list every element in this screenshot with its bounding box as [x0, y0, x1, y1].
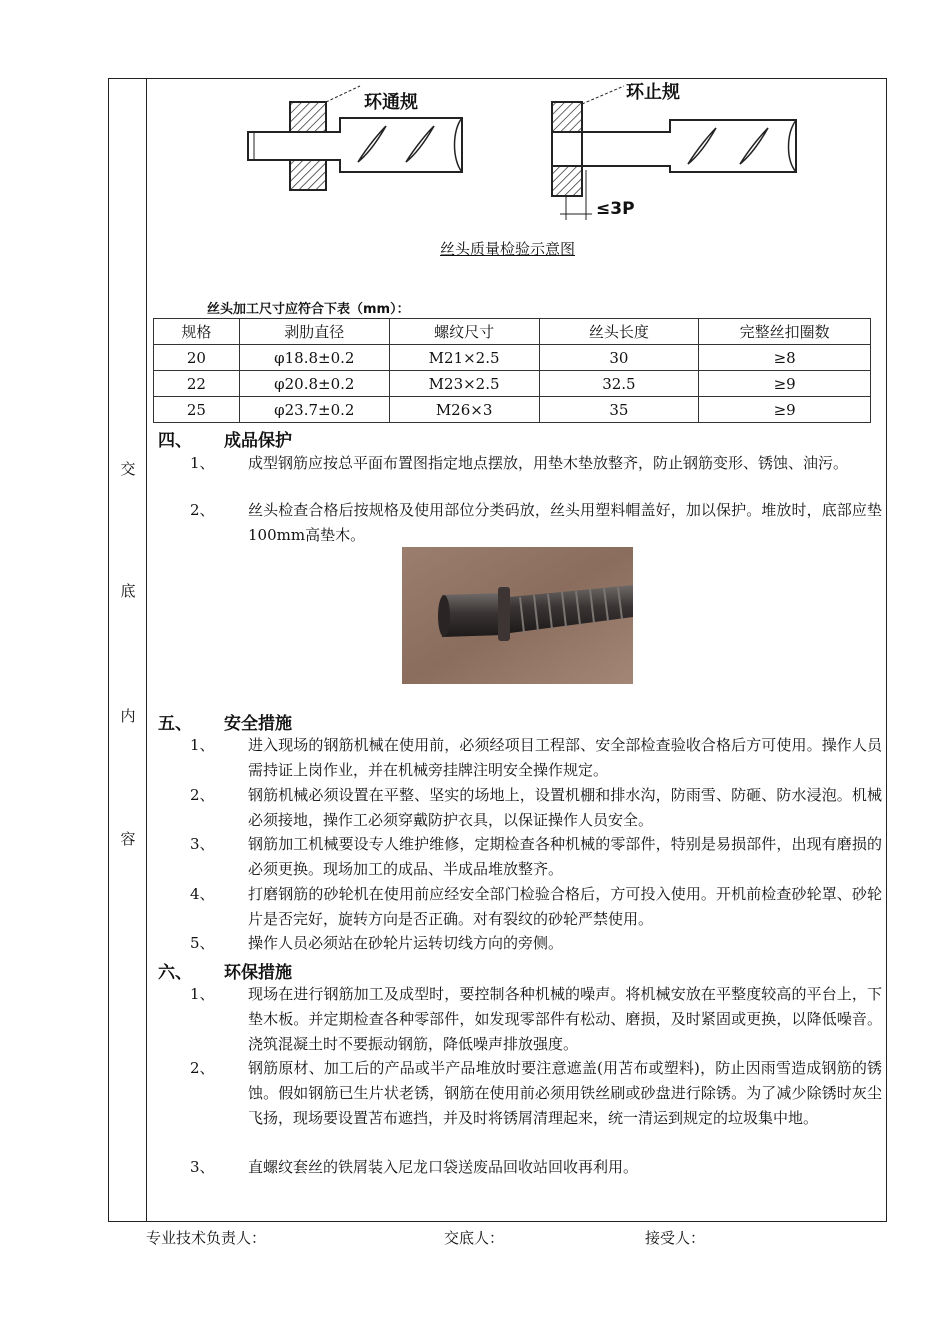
go-gauge-drawing — [248, 86, 462, 190]
item-text: 直螺纹套丝的铁屑装入尼龙口袋送废品回收站回收再利用。 — [248, 1158, 639, 1176]
section-heading — [158, 426, 292, 451]
table-cell: M26×3 — [389, 397, 539, 423]
table-cell: M23×2.5 — [389, 371, 539, 397]
list-item — [190, 498, 882, 548]
thread-gauge-diagram — [230, 80, 830, 230]
item-text: 钢筋原材、加工后的产品或半产品堆放时要注意遮盖(用苫布或塑料)，防止因雨雪造成钢筋的锈蚀。假如钢筋已生片状老锈，钢筋在使用前必须用铁丝刷或砂盘进行除锈。为了减少除锈时灰尘飞扬，现场要设置苫布遮挡，并及时将锈屑清理起来，统一清运到规定的垃圾集中地。 — [248, 1059, 882, 1127]
item-number: 3、 — [190, 1158, 215, 1176]
table-cell: φ20.8±0.2 — [239, 371, 389, 397]
item-text: 进入现场的钢筋机械在使用前，必须经项目工程部、安全部检查验收合格后方可使用。操作人员需持证上岗作业，并在机械旁挂牌注明安全操作规定。 — [248, 736, 882, 779]
pitch-note: ≤3P — [596, 199, 635, 219]
section-heading — [158, 958, 292, 983]
table-cell: φ18.8±0.2 — [239, 345, 389, 371]
nogo-gauge-drawing — [552, 86, 796, 220]
column-header: 丝头长度 — [539, 319, 699, 345]
item-number: 1、 — [190, 454, 215, 472]
list-item — [190, 1155, 882, 1180]
item-number: 3、 — [190, 835, 215, 853]
table-header-row — [154, 319, 871, 345]
section-heading — [158, 709, 292, 734]
side-label-char: 交 — [120, 460, 136, 478]
item-text: 操作人员必须站在砂轮片运转切线方向的旁侧。 — [248, 934, 564, 952]
table-row — [154, 397, 871, 423]
diagram-caption: 丝头质量检验示意图 — [440, 240, 576, 258]
column-header: 螺纹尺寸 — [389, 319, 539, 345]
discloser-signature-label: 交底人： — [444, 1229, 505, 1247]
section-title: 环保措施 — [224, 963, 292, 983]
item-text: 钢筋机械必须设置在平整、坚实的场地上，设置机棚和排水沟，防雨雪、防砸、防水浸泡。机械必须接地，操作工必须穿戴防护衣具，以保证操作人员安全。 — [248, 786, 882, 829]
column-header: 规格 — [154, 319, 240, 345]
column-header: 剥肋直径 — [239, 319, 389, 345]
item-text: 现场在进行钢筋加工及成型时，要控制各种机械的噪声。将机械安放在平整度较高的平台上，下垫木板。并定期检查各种零部件，如发现零部件有松动、磨损，及时紧固或更换，以降低噪音。浇筑混凝土时不要振动钢筋，降低噪声排放强度。 — [248, 985, 882, 1053]
table-cell: φ23.7±0.2 — [239, 397, 389, 423]
section-title: 安全措施 — [224, 714, 292, 734]
table-cell: 20 — [154, 345, 240, 371]
item-number: 2、 — [190, 501, 215, 519]
item-number: 2、 — [190, 1059, 215, 1077]
column-header: 完整丝扣圈数 — [699, 319, 871, 345]
list-item — [190, 832, 882, 882]
table-cell: ≥8 — [699, 345, 871, 371]
item-number: 5、 — [190, 934, 215, 952]
table-cell: 35 — [539, 397, 699, 423]
table-cell: 25 — [154, 397, 240, 423]
table-cell: 30 — [539, 345, 699, 371]
section-number: 五、 — [158, 714, 192, 734]
tech-lead-signature-label: 专业技术负责人： — [146, 1229, 267, 1247]
list-item — [190, 733, 882, 783]
section-number: 六、 — [158, 963, 192, 983]
table-cell: ≥9 — [699, 397, 871, 423]
item-text: 打磨钢筋的砂轮机在使用前应经安全部门检验合格后，方可投入使用。开机前检查砂轮罩、砂轮片是否完好，旋转方向是否正确。对有裂纹的砂轮严禁使用。 — [248, 885, 882, 928]
side-label-char: 容 — [120, 830, 136, 848]
list-item — [190, 783, 882, 833]
item-number: 2、 — [190, 786, 215, 804]
frame-divider — [146, 78, 147, 1222]
item-text: 丝头检查合格后按规格及使用部位分类码放，丝头用塑料帽盖好，加以保护。堆放时，底部应垫100mm高垫木。 — [248, 501, 882, 544]
table-cell: 32.5 — [539, 371, 699, 397]
table-cell: M21×2.5 — [389, 345, 539, 371]
item-number: 1、 — [190, 736, 215, 754]
rebar-cap-photo — [402, 547, 633, 684]
table-cell: 22 — [154, 371, 240, 397]
list-item — [190, 1056, 882, 1131]
table-row — [154, 345, 871, 371]
section-number: 四、 — [158, 431, 192, 451]
side-label-char: 内 — [120, 707, 136, 725]
item-number: 1、 — [190, 985, 215, 1003]
go-gauge-label: 环通规 — [364, 92, 418, 113]
section-title: 成品保护 — [224, 431, 292, 451]
list-item — [190, 982, 882, 1057]
item-number: 4、 — [190, 885, 215, 903]
item-text: 成型钢筋应按总平面布置图指定地点摆放，用垫木垫放整齐，防止钢筋变形、锈蚀、油污。 — [248, 454, 849, 472]
list-item — [190, 451, 882, 476]
side-label-char: 底 — [120, 582, 136, 600]
table-cell: ≥9 — [699, 371, 871, 397]
receiver-signature-label: 接受人： — [645, 1229, 706, 1247]
list-item — [190, 882, 882, 932]
item-text: 钢筋加工机械要设专人维护维修，定期检查各种机械的零部件，特别是易损部件，出现有磨损的必须更换。现场加工的成品、半成品堆放整齐。 — [248, 835, 882, 878]
spec-table — [153, 318, 871, 423]
list-item — [190, 931, 882, 956]
table-row — [154, 371, 871, 397]
nogo-gauge-label: 环止规 — [626, 82, 680, 103]
spec-table-title: 丝头加工尺寸应符合下表（mm）： — [207, 302, 410, 317]
